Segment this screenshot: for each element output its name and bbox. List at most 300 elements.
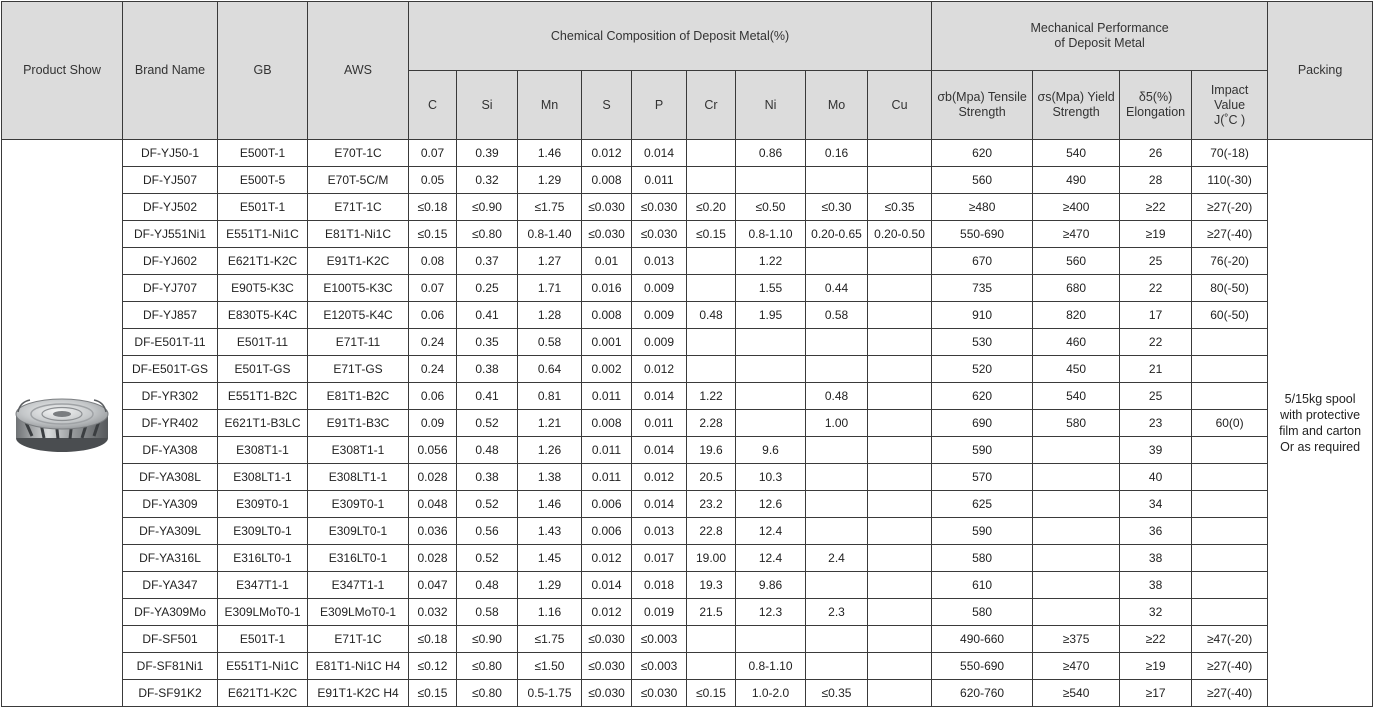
- cell-cu: ≤0.35: [868, 194, 932, 221]
- cell-mn: 1.26: [518, 437, 582, 464]
- cell-si: 0.52: [457, 410, 518, 437]
- cell-cr: 1.22: [687, 383, 736, 410]
- cell-tensile-strength: ≥480: [932, 194, 1033, 221]
- table-row: [2, 275, 1373, 302]
- cell-cr: 21.5: [687, 599, 736, 626]
- cell-elongation: ≥17: [1120, 680, 1192, 707]
- cell-mo: ≤0.30: [806, 194, 868, 221]
- cell-p: 0.009: [632, 302, 687, 329]
- cell-yield-strength: [1033, 599, 1120, 626]
- cell-elongation: 26: [1120, 140, 1192, 167]
- cell-cu: [868, 248, 932, 275]
- cell-elongation: ≥19: [1120, 653, 1192, 680]
- welding-wire-spool-icon: [10, 388, 114, 458]
- cell-elongation: 39: [1120, 437, 1192, 464]
- cell-s: ≤0.030: [582, 626, 632, 653]
- cell-impact-value: [1192, 329, 1268, 356]
- cell-gb: E501T-1: [218, 194, 308, 221]
- cell-tensile-strength: 670: [932, 248, 1033, 275]
- cell-s: 0.012: [582, 545, 632, 572]
- cell-p: 0.014: [632, 437, 687, 464]
- cell-gb: E316LT0-1: [218, 545, 308, 572]
- cell-aws: E120T5-K4C: [308, 302, 409, 329]
- cell-impact-value: 60(-50): [1192, 302, 1268, 329]
- cell-cr: [687, 167, 736, 194]
- cell-brand-name: DF-YJ50-1: [123, 140, 218, 167]
- cell-cu: [868, 518, 932, 545]
- cell-mn: 1.45: [518, 545, 582, 572]
- cell-s: 0.001: [582, 329, 632, 356]
- cell-si: ≤0.90: [457, 194, 518, 221]
- cell-elongation: ≥22: [1120, 194, 1192, 221]
- cell-p: 0.012: [632, 464, 687, 491]
- cell-aws: E100T5-K3C: [308, 275, 409, 302]
- cell-cu: [868, 140, 932, 167]
- cell-gb: E551T1-Ni1C: [218, 221, 308, 248]
- header-yield-line2: Strength: [1052, 105, 1100, 119]
- table-row: [2, 329, 1373, 356]
- cell-p: 0.014: [632, 491, 687, 518]
- cell-impact-value: ≥27(-40): [1192, 680, 1268, 707]
- cell-mo: [806, 437, 868, 464]
- cell-elongation: 38: [1120, 572, 1192, 599]
- cell-brand-name: DF-YA308L: [123, 464, 218, 491]
- cell-gb: E90T5-K3C: [218, 275, 308, 302]
- cell-p: 0.011: [632, 167, 687, 194]
- table-row: [2, 248, 1373, 275]
- cell-aws: E81T1-B2C: [308, 383, 409, 410]
- cell-si: 0.48: [457, 437, 518, 464]
- cell-yield-strength: ≥400: [1033, 194, 1120, 221]
- cell-p: 0.012: [632, 356, 687, 383]
- cell-s: 0.006: [582, 518, 632, 545]
- welding-wire-spec-table: [1, 1, 1373, 707]
- cell-brand-name: DF-E501T-11: [123, 329, 218, 356]
- header-si: Si: [457, 71, 518, 140]
- header-mechanical-line2: of Deposit Metal: [1054, 36, 1145, 50]
- table-row: [2, 221, 1373, 248]
- cell-si: ≤0.80: [457, 680, 518, 707]
- cell-cr: 23.2: [687, 491, 736, 518]
- cell-yield-strength: ≥375: [1033, 626, 1120, 653]
- cell-si: 0.38: [457, 464, 518, 491]
- cell-mo: [806, 464, 868, 491]
- cell-brand-name: DF-YJ502: [123, 194, 218, 221]
- cell-p: ≤0.030: [632, 221, 687, 248]
- cell-cr: [687, 275, 736, 302]
- cell-mn: 1.28: [518, 302, 582, 329]
- header-s: S: [582, 71, 632, 140]
- cell-ni: 1.55: [736, 275, 806, 302]
- cell-si: 0.48: [457, 572, 518, 599]
- cell-brand-name: DF-YR302: [123, 383, 218, 410]
- cell-elongation: 36: [1120, 518, 1192, 545]
- cell-yield-strength: [1033, 545, 1120, 572]
- cell-yield-strength: 540: [1033, 383, 1120, 410]
- cell-c: 0.07: [409, 140, 457, 167]
- cell-cu: [868, 356, 932, 383]
- cell-p: 0.009: [632, 275, 687, 302]
- cell-ni: [736, 167, 806, 194]
- cell-si: 0.38: [457, 356, 518, 383]
- table-row: [2, 194, 1373, 221]
- cell-ni: [736, 410, 806, 437]
- cell-impact-value: 76(-20): [1192, 248, 1268, 275]
- cell-tensile-strength: 490-660: [932, 626, 1033, 653]
- cell-tensile-strength: 625: [932, 491, 1033, 518]
- cell-impact-value: ≥27(-40): [1192, 221, 1268, 248]
- cell-gb: E621T1-B3LC: [218, 410, 308, 437]
- cell-impact-value: ≥47(-20): [1192, 626, 1268, 653]
- cell-aws: E71T-GS: [308, 356, 409, 383]
- cell-gb: E309T0-1: [218, 491, 308, 518]
- table-row: [2, 518, 1373, 545]
- cell-brand-name: DF-SF91K2: [123, 680, 218, 707]
- cell-tensile-strength: 590: [932, 437, 1033, 464]
- cell-brand-name: DF-YA347: [123, 572, 218, 599]
- cell-cr: ≤0.15: [687, 680, 736, 707]
- cell-gb: E621T1-K2C: [218, 680, 308, 707]
- cell-brand-name: DF-E501T-GS: [123, 356, 218, 383]
- table-row: [2, 572, 1373, 599]
- cell-si: 0.32: [457, 167, 518, 194]
- cell-p: 0.011: [632, 410, 687, 437]
- cell-elongation: 17: [1120, 302, 1192, 329]
- cell-s: ≤0.030: [582, 194, 632, 221]
- table-row: [2, 356, 1373, 383]
- cell-impact-value: ≥27(-40): [1192, 653, 1268, 680]
- cell-yield-strength: [1033, 518, 1120, 545]
- table-body: [2, 140, 1373, 707]
- cell-impact-value: [1192, 383, 1268, 410]
- cell-aws: E91T1-K2C H4: [308, 680, 409, 707]
- cell-tensile-strength: 530: [932, 329, 1033, 356]
- cell-cr: [687, 356, 736, 383]
- cell-mn: 1.71: [518, 275, 582, 302]
- cell-aws: E81T1-Ni1C: [308, 221, 409, 248]
- cell-elongation: 23: [1120, 410, 1192, 437]
- packing-line3: film and carton: [1279, 424, 1362, 438]
- cell-cu: [868, 167, 932, 194]
- cell-elongation: 40: [1120, 464, 1192, 491]
- cell-tensile-strength: 690: [932, 410, 1033, 437]
- cell-yield-strength: ≥470: [1033, 221, 1120, 248]
- cell-cu: [868, 383, 932, 410]
- table-row: [2, 167, 1373, 194]
- cell-si: 0.56: [457, 518, 518, 545]
- cell-p: 0.013: [632, 248, 687, 275]
- cell-cu: [868, 545, 932, 572]
- header-packing: Packing: [1268, 2, 1373, 140]
- cell-mo: 2.4: [806, 545, 868, 572]
- cell-ni: [736, 356, 806, 383]
- header-tensile-strength: [932, 71, 1033, 140]
- cell-aws: E308LT1-1: [308, 464, 409, 491]
- header-tensile-line2: Strength: [958, 105, 1006, 119]
- cell-tensile-strength: 570: [932, 464, 1033, 491]
- cell-tensile-strength: 560: [932, 167, 1033, 194]
- cell-cu: [868, 599, 932, 626]
- cell-mo: [806, 329, 868, 356]
- cell-c: 0.028: [409, 464, 457, 491]
- cell-impact-value: 80(-50): [1192, 275, 1268, 302]
- cell-mn: 0.8-1.40: [518, 221, 582, 248]
- header-gb: GB: [218, 2, 308, 140]
- cell-impact-value: [1192, 572, 1268, 599]
- cell-yield-strength: 460: [1033, 329, 1120, 356]
- cell-gb: E347T1-1: [218, 572, 308, 599]
- cell-c: 0.047: [409, 572, 457, 599]
- cell-aws: E347T1-1: [308, 572, 409, 599]
- cell-gb: E551T1-B2C: [218, 383, 308, 410]
- cell-mo: 0.44: [806, 275, 868, 302]
- header-cu: Cu: [868, 71, 932, 140]
- cell-tensile-strength: 910: [932, 302, 1033, 329]
- cell-ni: [736, 383, 806, 410]
- cell-mn: 1.46: [518, 491, 582, 518]
- cell-yield-strength: 450: [1033, 356, 1120, 383]
- cell-gb: E621T1-K2C: [218, 248, 308, 275]
- header-elongation: [1120, 71, 1192, 140]
- cell-s: 0.012: [582, 599, 632, 626]
- cell-mn: 1.43: [518, 518, 582, 545]
- cell-mn: 0.58: [518, 329, 582, 356]
- cell-aws: E70T-5C/M: [308, 167, 409, 194]
- cell-gb: E501T-GS: [218, 356, 308, 383]
- cell-mn: 1.21: [518, 410, 582, 437]
- cell-mo: [806, 167, 868, 194]
- cell-elongation: 32: [1120, 599, 1192, 626]
- header-impact-line2: Value: [1214, 97, 1246, 112]
- header-elong-line2: Elongation: [1126, 105, 1186, 119]
- cell-ni: [736, 626, 806, 653]
- cell-c: ≤0.15: [409, 680, 457, 707]
- cell-mn: 1.16: [518, 599, 582, 626]
- cell-c: 0.028: [409, 545, 457, 572]
- cell-ni: 1.22: [736, 248, 806, 275]
- cell-cr: 19.3: [687, 572, 736, 599]
- cell-c: 0.08: [409, 248, 457, 275]
- table-row: [2, 410, 1373, 437]
- cell-cu: [868, 626, 932, 653]
- header-row-top: [2, 2, 1373, 71]
- cell-ni: 1.0-2.0: [736, 680, 806, 707]
- packing-line2: with protective: [1280, 408, 1361, 422]
- header-impact-value: [1192, 71, 1268, 140]
- cell-elongation: 25: [1120, 383, 1192, 410]
- cell-elongation: 34: [1120, 491, 1192, 518]
- cell-gb: E501T-11: [218, 329, 308, 356]
- cell-mo: [806, 356, 868, 383]
- cell-ni: 12.3: [736, 599, 806, 626]
- cell-mo: 0.48: [806, 383, 868, 410]
- cell-brand-name: DF-YJ551Ni1: [123, 221, 218, 248]
- cell-brand-name: DF-YA309L: [123, 518, 218, 545]
- header-mn: Mn: [518, 71, 582, 140]
- cell-mo: 2.3: [806, 599, 868, 626]
- header-yield-line1: σs(Mpa) Yield: [1037, 90, 1115, 104]
- cell-ni: 9.86: [736, 572, 806, 599]
- cell-tensile-strength: 550-690: [932, 221, 1033, 248]
- cell-gb: E551T1-Ni1C: [218, 653, 308, 680]
- cell-aws: E81T1-Ni1C H4: [308, 653, 409, 680]
- cell-impact-value: [1192, 518, 1268, 545]
- cell-c: 0.06: [409, 302, 457, 329]
- table-row: [2, 653, 1373, 680]
- header-yield-strength: [1033, 71, 1120, 140]
- cell-cr: 19.00: [687, 545, 736, 572]
- header-impact-line1: Impact: [1210, 82, 1249, 97]
- cell-elongation: ≥22: [1120, 626, 1192, 653]
- cell-p: 0.018: [632, 572, 687, 599]
- cell-s: 0.012: [582, 140, 632, 167]
- cell-impact-value: [1192, 545, 1268, 572]
- cell-tensile-strength: 610: [932, 572, 1033, 599]
- cell-p: 0.019: [632, 599, 687, 626]
- cell-gb: E309LMoT0-1: [218, 599, 308, 626]
- cell-p: 0.014: [632, 383, 687, 410]
- cell-elongation: 22: [1120, 329, 1192, 356]
- cell-p: 0.013: [632, 518, 687, 545]
- cell-aws: E71T-11: [308, 329, 409, 356]
- cell-gb: E500T-1: [218, 140, 308, 167]
- cell-ni: 12.4: [736, 518, 806, 545]
- header-mechanical-performance: [932, 2, 1268, 71]
- cell-mo: [806, 572, 868, 599]
- cell-mn: 1.29: [518, 572, 582, 599]
- cell-s: 0.008: [582, 167, 632, 194]
- cell-c: 0.05: [409, 167, 457, 194]
- table-row: [2, 302, 1373, 329]
- header-mechanical-line1: Mechanical Performance: [1030, 21, 1169, 35]
- cell-aws: E91T1-B3C: [308, 410, 409, 437]
- header-impact-line3: J(˚C ): [1213, 112, 1246, 127]
- cell-c: ≤0.15: [409, 221, 457, 248]
- cell-mn: 1.29: [518, 167, 582, 194]
- cell-yield-strength: 680: [1033, 275, 1120, 302]
- cell-aws: E309T0-1: [308, 491, 409, 518]
- cell-impact-value: [1192, 437, 1268, 464]
- cell-cr: [687, 329, 736, 356]
- cell-elongation: 25: [1120, 248, 1192, 275]
- cell-impact-value: 60(0): [1192, 410, 1268, 437]
- table-row: [2, 599, 1373, 626]
- cell-mn: 0.5-1.75: [518, 680, 582, 707]
- cell-s: 0.011: [582, 464, 632, 491]
- header-aws: AWS: [308, 2, 409, 140]
- cell-ni: 0.8-1.10: [736, 653, 806, 680]
- header-p: P: [632, 71, 687, 140]
- packing-line4: Or as required: [1280, 440, 1361, 454]
- cell-si: 0.37: [457, 248, 518, 275]
- cell-cu: [868, 410, 932, 437]
- header-chemical-composition: Chemical Composition of Deposit Metal(%): [409, 2, 932, 71]
- cell-s: 0.008: [582, 410, 632, 437]
- cell-brand-name: DF-SF501: [123, 626, 218, 653]
- table-row: [2, 437, 1373, 464]
- table-row: [2, 383, 1373, 410]
- cell-cr: 2.28: [687, 410, 736, 437]
- header-ni: Ni: [736, 71, 806, 140]
- cell-mo: [806, 653, 868, 680]
- cell-ni: 0.86: [736, 140, 806, 167]
- header-product-show: Product Show: [2, 2, 123, 140]
- cell-gb: E308T1-1: [218, 437, 308, 464]
- cell-mn: 0.81: [518, 383, 582, 410]
- cell-brand-name: DF-YJ602: [123, 248, 218, 275]
- cell-ni: 12.6: [736, 491, 806, 518]
- cell-cu: [868, 680, 932, 707]
- cell-si: 0.25: [457, 275, 518, 302]
- cell-cr: 22.8: [687, 518, 736, 545]
- cell-si: 0.52: [457, 545, 518, 572]
- cell-tensile-strength: 550-690: [932, 653, 1033, 680]
- cell-gb: E830T5-K4C: [218, 302, 308, 329]
- cell-elongation: 28: [1120, 167, 1192, 194]
- cell-cu: [868, 437, 932, 464]
- cell-cr: 19.6: [687, 437, 736, 464]
- cell-ni: ≤0.50: [736, 194, 806, 221]
- cell-s: 0.014: [582, 572, 632, 599]
- cell-mn: 1.27: [518, 248, 582, 275]
- cell-yield-strength: 540: [1033, 140, 1120, 167]
- cell-p: ≤0.030: [632, 194, 687, 221]
- cell-brand-name: DF-YA316L: [123, 545, 218, 572]
- cell-yield-strength: 580: [1033, 410, 1120, 437]
- cell-aws: E91T1-K2C: [308, 248, 409, 275]
- cell-tensile-strength: 620: [932, 383, 1033, 410]
- cell-s: 0.011: [582, 437, 632, 464]
- cell-yield-strength: ≥470: [1033, 653, 1120, 680]
- cell-s: 0.011: [582, 383, 632, 410]
- cell-cu: [868, 464, 932, 491]
- cell-cu: 0.20-0.50: [868, 221, 932, 248]
- cell-si: 0.41: [457, 302, 518, 329]
- cell-mo: 0.58: [806, 302, 868, 329]
- cell-impact-value: [1192, 599, 1268, 626]
- cell-brand-name: DF-YJ857: [123, 302, 218, 329]
- cell-aws: E309LT0-1: [308, 518, 409, 545]
- cell-p: 0.017: [632, 545, 687, 572]
- cell-c: 0.06: [409, 383, 457, 410]
- cell-cu: [868, 329, 932, 356]
- cell-elongation: 38: [1120, 545, 1192, 572]
- cell-mn: ≤1.75: [518, 626, 582, 653]
- cell-ni: 12.4: [736, 545, 806, 572]
- cell-s: 0.016: [582, 275, 632, 302]
- header-brand-name: Brand Name: [123, 2, 218, 140]
- cell-si: ≤0.80: [457, 653, 518, 680]
- cell-tensile-strength: 590: [932, 518, 1033, 545]
- cell-brand-name: DF-YA309: [123, 491, 218, 518]
- cell-c: 0.09: [409, 410, 457, 437]
- cell-cr: [687, 248, 736, 275]
- header-mo: Mo: [806, 71, 868, 140]
- cell-aws: E316LT0-1: [308, 545, 409, 572]
- cell-mo: [806, 491, 868, 518]
- cell-si: 0.52: [457, 491, 518, 518]
- cell-c: 0.048: [409, 491, 457, 518]
- cell-elongation: ≥19: [1120, 221, 1192, 248]
- cell-tensile-strength: 735: [932, 275, 1033, 302]
- cell-aws: E308T1-1: [308, 437, 409, 464]
- cell-p: ≤0.003: [632, 626, 687, 653]
- cell-brand-name: DF-YA308: [123, 437, 218, 464]
- cell-p: ≤0.003: [632, 653, 687, 680]
- cell-ni: 0.8-1.10: [736, 221, 806, 248]
- header-cr: Cr: [687, 71, 736, 140]
- cell-tensile-strength: 580: [932, 599, 1033, 626]
